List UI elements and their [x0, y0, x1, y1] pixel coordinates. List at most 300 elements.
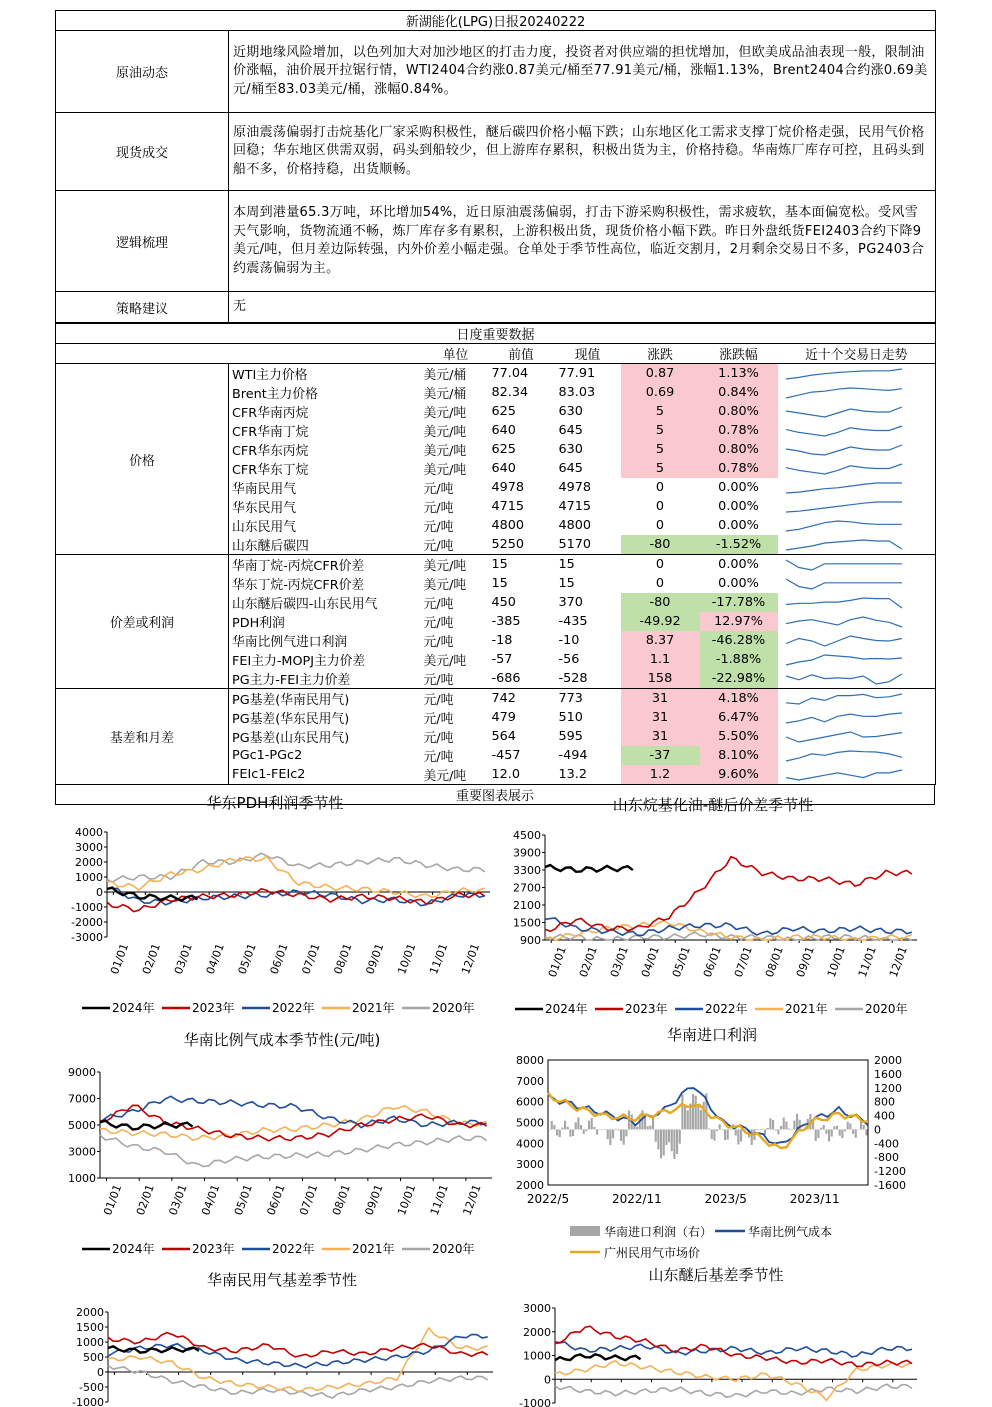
profit-bar [863, 1125, 865, 1129]
profit-bar [751, 1129, 753, 1145]
prev-value: 77.04 [488, 364, 555, 384]
y-tick-label: 0 [97, 1366, 104, 1379]
profit-bar [847, 1122, 849, 1130]
prev-value: 15 [488, 574, 555, 593]
profit-bar [692, 1094, 694, 1129]
sparkline [780, 385, 930, 401]
curr-value: 5170 [555, 535, 621, 555]
col-pct: 涨跌幅 [700, 344, 778, 364]
sparkline [780, 614, 930, 630]
y-tick-label: 7000 [516, 1075, 544, 1088]
sparkline-path [786, 502, 902, 512]
profit-bar [676, 1129, 678, 1153]
x-tick-label: 01/01 [101, 1183, 124, 1217]
x-tick-label: 10/01 [395, 942, 418, 976]
profit-bar [711, 1129, 713, 1138]
y-tick-label: 1500 [76, 1321, 104, 1334]
indicator-name: PGc1-PGc2 [229, 746, 424, 765]
trend-cell [778, 459, 936, 478]
prev-value: 450 [488, 593, 555, 612]
profit-bar [553, 1125, 555, 1129]
profit-bar [793, 1121, 795, 1130]
prev-value: 82.34 [488, 383, 555, 402]
prev-value: 640 [488, 421, 555, 440]
curr-value: 630 [555, 440, 621, 459]
indicator-unit: 元/吨 [424, 631, 488, 650]
change-pct: 0.80% [700, 440, 778, 459]
chart-title: 山东醚后基差季节性 [648, 1266, 783, 1284]
sparkline [780, 499, 930, 515]
profit-bar [828, 1129, 830, 1141]
profit-bar [668, 1129, 670, 1142]
change-value: -80 [621, 535, 700, 555]
profit-bar [559, 1129, 561, 1137]
sparkline-path [786, 540, 902, 550]
profit-bar [839, 1129, 841, 1135]
profit-bar [759, 1129, 761, 1130]
sparkline-path [786, 483, 902, 493]
x-tick-label: 06/01 [701, 945, 724, 979]
y-tick-label: 3300 [513, 864, 541, 877]
chart [71, 794, 490, 1015]
y-tick-label: 4000 [75, 826, 103, 839]
indicator-unit: 元/吨 [424, 593, 488, 612]
change-pct: 0.84% [700, 383, 778, 402]
group-label: 价格 [56, 364, 229, 555]
chart [519, 1266, 917, 1407]
x-tick-label: 04/01 [199, 1183, 222, 1217]
change-pct: -1.88% [700, 650, 778, 669]
prev-value: 12.0 [488, 765, 555, 785]
col-chg: 涨跌 [621, 344, 700, 364]
indicator-name: PG基差(华东民用气) [229, 708, 424, 727]
change-pct: 0.00% [700, 555, 778, 575]
legend-label: 2020年 [865, 1001, 908, 1016]
curr-value: 773 [555, 689, 621, 709]
indicator-name: FEI主力-MOPJ主力价差 [229, 650, 424, 669]
legend-label: 2024年 [545, 1001, 588, 1016]
x-tick-label: 02/01 [134, 1183, 157, 1217]
indicator-unit: 元/吨 [424, 689, 488, 709]
profit-bar [681, 1094, 683, 1129]
x-tick-label: 08/01 [331, 942, 354, 976]
change-pct: 12.97% [700, 612, 778, 631]
profit-bar [727, 1129, 729, 1139]
y-tick-label: -1000 [519, 1397, 551, 1407]
indicator-unit: 元/吨 [424, 516, 488, 535]
series-line [555, 1326, 912, 1366]
profit-bar [735, 1129, 737, 1135]
curr-value: 510 [555, 708, 621, 727]
y-tick-label: 1500 [513, 917, 541, 930]
prev-value: -457 [488, 746, 555, 765]
prev-value: 742 [488, 689, 555, 709]
commentary-text-crude: 近期地缘风险增加，以色列加大对加沙地区的打击力度，投资者对供应端的担忧增加，但欧美成品油表现一般，限制油价涨幅，油价展开拉锯行情，WTI2404合约涨0.87美元/桶至77.91美元/桶，涨幅1.13%，Brent2404合约涨0.69美元/桶至83.03美元/桶，涨幅0.84%。 [229, 31, 936, 113]
profit-bar [825, 1129, 827, 1133]
curr-value: 4715 [555, 497, 621, 516]
commentary-label-strategy: 策略建议 [56, 292, 229, 323]
profit-bar [620, 1129, 622, 1140]
profit-bar [772, 1120, 774, 1129]
sparkline [780, 461, 930, 477]
change-pct: 0.00% [700, 516, 778, 535]
prev-value: -686 [488, 669, 555, 689]
prev-value: -18 [488, 631, 555, 650]
sparkline [780, 691, 930, 707]
sparkline-path [786, 579, 902, 589]
change-value: 31 [621, 689, 700, 709]
trend-cell [778, 478, 936, 497]
commentary-label-logic: 逻辑梳理 [56, 191, 229, 292]
change-pct: 0.00% [700, 478, 778, 497]
y-tick-label: 2000 [75, 856, 103, 869]
x-tick-label: 03/01 [608, 945, 631, 979]
curr-value: 370 [555, 593, 621, 612]
y-tick-label: 900 [520, 934, 541, 947]
curr-value: 83.03 [555, 383, 621, 402]
sparkline [780, 710, 930, 726]
commentary-label-crude: 原油动态 [56, 31, 229, 113]
profit-bar [817, 1129, 819, 1138]
data-row [56, 555, 936, 575]
profit-bar [569, 1129, 571, 1136]
chart-title: 山东烷基化油-醚后价差季节性 [613, 796, 813, 814]
profit-bar [548, 1129, 550, 1130]
profit-bar [601, 1129, 603, 1130]
x-tick-label: 12/01 [887, 945, 910, 979]
profit-bar [780, 1126, 782, 1129]
col-prev: 前值 [488, 344, 555, 364]
y-tick-label: 4500 [513, 829, 541, 842]
indicator-unit: 美元/吨 [424, 440, 488, 459]
trend-cell [778, 669, 936, 689]
prev-value: 4715 [488, 497, 555, 516]
prev-value: -57 [488, 650, 555, 669]
change-value: 0 [621, 574, 700, 593]
prev-value: 15 [488, 555, 555, 575]
curr-value: 77.91 [555, 364, 621, 384]
curr-value: 645 [555, 421, 621, 440]
profit-bar [852, 1129, 854, 1134]
legend-label: 华南进口利润（右） [604, 1224, 712, 1239]
profit-bar [703, 1102, 705, 1130]
sparkline [780, 633, 930, 649]
y2-tick-label: 1200 [874, 1082, 902, 1095]
column-header-row [56, 344, 936, 364]
profit-bar [713, 1129, 715, 1140]
change-pct: 0.78% [700, 421, 778, 440]
indicator-unit: 美元/吨 [424, 421, 488, 440]
indicator-name: 华东丁烷-丙烷CFR价差 [229, 574, 424, 593]
trend-cell [778, 574, 936, 593]
profit-bar [583, 1129, 585, 1134]
y2-tick-label: 0 [874, 1123, 881, 1136]
indicator-unit: 元/吨 [424, 497, 488, 516]
charts-section-title: 重要图表展示 [56, 785, 935, 805]
col-trend: 近十个交易日走势 [778, 344, 936, 364]
legend-label: 2023年 [625, 1001, 668, 1016]
change-value: 0 [621, 497, 700, 516]
profit-bar [761, 1129, 763, 1130]
profit-bar [623, 1129, 625, 1144]
y-tick-label: -2000 [71, 916, 103, 929]
series-line [107, 888, 197, 901]
x-tick-label: 08/01 [330, 1183, 353, 1217]
profit-bar [679, 1129, 681, 1143]
profit-bar [625, 1129, 627, 1136]
sparkline [780, 423, 930, 439]
sparkline [780, 518, 930, 534]
profit-bar [769, 1118, 771, 1129]
profit-bar [719, 1124, 721, 1129]
profit-bar [612, 1129, 614, 1138]
sparkline-path [786, 713, 902, 723]
indicator-unit: 元/吨 [424, 669, 488, 689]
chart [72, 1271, 493, 1407]
series-line [555, 1384, 912, 1397]
sparkline-path [786, 407, 902, 417]
profit-bar [660, 1129, 662, 1158]
x-tick-label: 11/01 [428, 1183, 451, 1217]
curr-value: 15 [555, 574, 621, 593]
sparkline [780, 442, 930, 458]
sparkline-path [786, 388, 902, 398]
trend-cell [778, 593, 936, 612]
sparkline-path [786, 598, 902, 608]
profit-bar [695, 1096, 697, 1130]
legend-label: 2024年 [112, 1241, 155, 1256]
x-tick-label: 01/01 [546, 945, 569, 979]
change-value: 0 [621, 516, 700, 535]
indicator-name: PG基差(山东民用气) [229, 727, 424, 746]
profit-bar [841, 1129, 843, 1138]
profit-bar [564, 1121, 566, 1130]
y-tick-label: 0 [544, 1373, 551, 1386]
change-pct: -46.28% [700, 631, 778, 650]
x-tick-label: 07/01 [299, 942, 322, 976]
trend-cell [778, 708, 936, 727]
x-tick-label: 11/01 [856, 945, 879, 979]
change-value: 0 [621, 478, 700, 497]
profit-bar [855, 1129, 857, 1137]
indicator-name: Brent主力价格 [229, 383, 424, 402]
y-tick-label: 2000 [516, 1179, 544, 1192]
profit-bar [575, 1122, 577, 1129]
profit-bar [737, 1129, 739, 1144]
profit-bar [836, 1126, 838, 1130]
profit-bar [585, 1129, 587, 1131]
legend-label: 2021年 [352, 1241, 395, 1256]
trend-cell [778, 402, 936, 421]
x-tick-label: 2022/11 [612, 1192, 662, 1206]
trend-cell [778, 631, 936, 650]
x-tick-label: 02/01 [577, 945, 600, 979]
y-tick-label: 2000 [523, 1326, 551, 1339]
sparkline-path [786, 369, 902, 379]
profit-bar [671, 1129, 673, 1151]
sparkline-path [786, 732, 902, 742]
x-tick-label: 05/01 [236, 942, 259, 976]
report-title: 新湖能化(LPG)日报20240222 [56, 11, 936, 31]
profit-bar [764, 1129, 766, 1134]
indicator-unit: 美元/吨 [424, 402, 488, 421]
legend-label: 2022年 [705, 1001, 748, 1016]
x-tick-label: 01/01 [108, 942, 131, 976]
curr-value: -494 [555, 746, 621, 765]
sparkline [780, 366, 930, 382]
y-tick-label: 1000 [76, 1336, 104, 1349]
change-pct: -1.52% [700, 535, 778, 555]
profit-bar [591, 1118, 593, 1130]
commentary-label-spot: 现货成交 [56, 113, 229, 191]
commentary-text-logic: 本周到港量65.3万吨，环比增加54%，近日原油震荡偏弱，打击下游采购积极性，需求疲软，基本面偏宽松。受风雪天气影响，货物流通不畅，炼厂库存多有累积，上游积极出货，现货价格小幅下跌。昨日外盘纸货FEI2403合约下降9美元/吨，但月差边际转强，内外价差小幅走强。仓单处于季节性高位，临近交割月，2月剩余交易日不多，PG2403合约震荡偏弱为主。 [229, 191, 936, 292]
indicator-name: 华南比例气进口利润 [229, 631, 424, 650]
profit-bar [716, 1129, 718, 1131]
indicator-name: CFR华南丁烷 [229, 421, 424, 440]
x-tick-label: 03/01 [172, 942, 195, 976]
sparkline [780, 537, 930, 553]
legend-label: 2022年 [272, 1241, 315, 1256]
legend-label: 2023年 [192, 1000, 235, 1015]
x-tick-label: 05/01 [670, 945, 693, 979]
legend-label: 2020年 [432, 1241, 475, 1256]
legend-label: 2021年 [785, 1001, 828, 1016]
trend-cell [778, 612, 936, 631]
y2-tick-label: -1200 [874, 1165, 906, 1178]
prev-value: 640 [488, 459, 555, 478]
x-tick-label: 12/01 [460, 1183, 483, 1217]
report [55, 10, 935, 805]
y-tick-label: 7000 [68, 1093, 96, 1106]
sparkline [780, 576, 930, 592]
indicator-unit: 元/吨 [424, 727, 488, 746]
y-tick-label: -1000 [71, 901, 103, 914]
trend-cell [778, 364, 936, 384]
profit-bar [844, 1129, 846, 1131]
series-line [100, 1106, 487, 1141]
profit-bar [775, 1129, 777, 1130]
sparkline [780, 557, 930, 573]
y-tick-label: -3000 [71, 931, 103, 944]
indicator-unit: 美元/吨 [424, 459, 488, 478]
profit-bar [636, 1127, 638, 1130]
indicator-name: FEIc1-FEIc2 [229, 765, 424, 785]
chart-title: 华南民用气基差季节性 [207, 1271, 357, 1289]
indicator-unit: 美元/吨 [424, 574, 488, 593]
profit-bar [588, 1121, 590, 1130]
profit-bar [724, 1129, 726, 1140]
y2-tick-label: -800 [874, 1151, 899, 1164]
trend-cell [778, 650, 936, 669]
trend-cell [778, 689, 936, 709]
y-tick-label: 1000 [523, 1350, 551, 1363]
y-tick-label: 6000 [516, 1096, 544, 1109]
charts-canvas [0, 780, 992, 1403]
change-value: 5 [621, 440, 700, 459]
sparkline [780, 671, 930, 687]
change-value: 8.37 [621, 631, 700, 650]
chart-title: 华南比例气成本季节性(元/吨) [184, 1031, 381, 1049]
profit-bar [580, 1125, 582, 1129]
curr-value: -10 [555, 631, 621, 650]
series-line [548, 1093, 868, 1148]
change-value: 0 [621, 555, 700, 575]
trend-cell [778, 516, 936, 535]
x-tick-label: 05/01 [232, 1183, 255, 1217]
change-value: 5 [621, 402, 700, 421]
trend-cell [778, 497, 936, 516]
curr-value: 13.2 [555, 765, 621, 785]
trend-cell [778, 555, 936, 575]
prev-value: 4800 [488, 516, 555, 535]
col-unit: 单位 [424, 344, 488, 364]
change-pct: 8.10% [700, 746, 778, 765]
sparkline [780, 729, 930, 745]
profit-bar [857, 1129, 859, 1130]
profit-bar [655, 1129, 657, 1141]
x-tick-label: 07/01 [297, 1183, 320, 1217]
profit-bar [604, 1129, 606, 1130]
sparkline [780, 480, 930, 496]
x-tick-label: 09/01 [363, 942, 386, 976]
commentary-text-strategy: 无 [229, 292, 936, 323]
prev-value: -385 [488, 612, 555, 631]
curr-value: 630 [555, 402, 621, 421]
change-value: 0.87 [621, 364, 700, 384]
indicator-name: PG基差(华南民用气) [229, 689, 424, 709]
profit-bar [687, 1110, 689, 1129]
legend-label: 2020年 [432, 1000, 475, 1015]
y2-tick-label: -1600 [874, 1179, 906, 1192]
group-label: 价差或利润 [56, 555, 229, 689]
x-tick-label: 03/01 [166, 1183, 189, 1217]
series-line [100, 1135, 487, 1167]
curr-value: 595 [555, 727, 621, 746]
change-pct: 1.13% [700, 364, 778, 384]
profit-bar [649, 1126, 651, 1130]
col-curr: 现值 [555, 344, 621, 364]
x-tick-label: 02/01 [140, 942, 163, 976]
trend-cell [778, 746, 936, 765]
x-tick-label: 10/01 [395, 1183, 418, 1217]
y-tick-label: -1000 [72, 1396, 104, 1407]
trend-cell [778, 440, 936, 459]
sparkline-path [786, 751, 902, 761]
indicator-unit: 美元/桶 [424, 364, 488, 384]
data-row [56, 364, 936, 384]
x-tick-label: 08/01 [763, 945, 786, 979]
profit-bar [609, 1129, 611, 1145]
curr-value: -528 [555, 669, 621, 689]
y-tick-label: 3000 [523, 1302, 551, 1315]
x-tick-label: 04/01 [204, 942, 227, 976]
profit-bar [644, 1116, 646, 1129]
indicator-unit: 元/吨 [424, 535, 488, 555]
profit-bar [607, 1129, 609, 1139]
x-tick-label: 12/01 [459, 942, 482, 976]
indicator-unit: 美元/吨 [424, 765, 488, 785]
profit-bar [783, 1118, 785, 1130]
prev-value: 5250 [488, 535, 555, 555]
curr-value: 4978 [555, 478, 621, 497]
profit-bar [767, 1128, 769, 1130]
profit-bar [684, 1104, 686, 1129]
curr-value: 15 [555, 555, 621, 575]
x-tick-label: 04/01 [639, 945, 662, 979]
change-value: 5 [621, 459, 700, 478]
sparkline [780, 652, 930, 668]
indicator-name: PG主力-FEI主力价差 [229, 669, 424, 689]
